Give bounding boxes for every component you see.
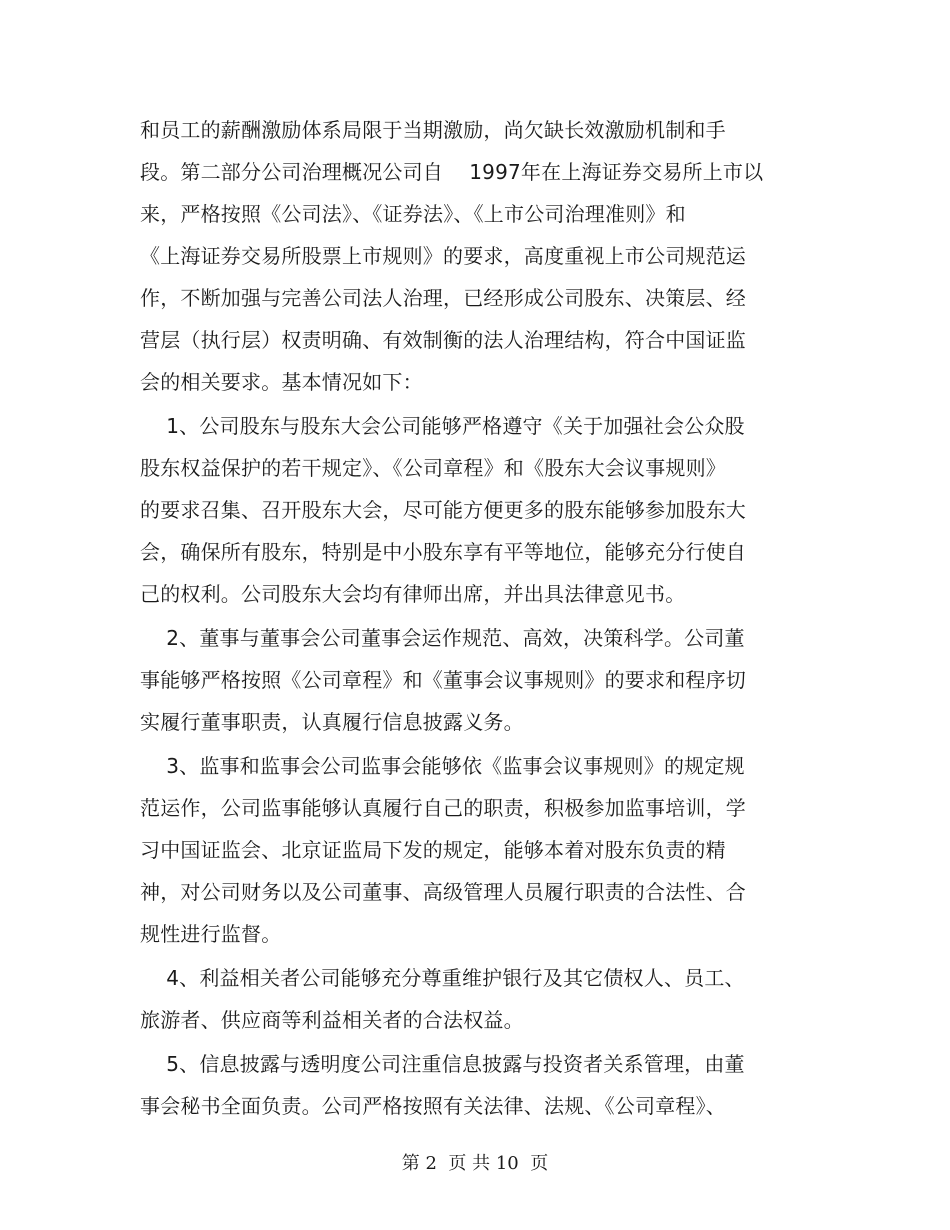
paragraph-3-line: 3、监事和监事会公司监事会能够依《监事会议事规则》的规定规: [140, 754, 745, 778]
body-text-line: 和员工的薪酬激励体系局限于当期激励，尚欠缺长效激励机制和手: [140, 118, 726, 142]
body-text-line: 营层（执行层）权责明确、有效制衡的法人治理结构，符合中国证监: [140, 328, 746, 352]
paragraph-2-line: 2、董事与董事会公司董事会运作规范、高效，决策科学。公司董: [140, 626, 745, 650]
body-text-line: 规性进行监督。: [140, 922, 282, 946]
body-text-line: 《上海证券交易所股票上市规则》的要求，高度重视上市公司规范运: [140, 244, 746, 268]
paragraph-4-line: 4、利益相关者公司能够充分尊重维护银行及其它债权人、员工、: [140, 966, 745, 990]
body-text-line: 股东权益保护的若干规定》、《公司章程》和《股东大会议事规则》: [140, 456, 726, 480]
body-text-line: 习中国证监会、北京证监局下发的规定，能够本着对股东负责的精: [140, 838, 726, 862]
body-text-line: 段。第二部分公司治理概况公司自 1997年在上海证券交易所上市以: [140, 160, 764, 184]
body-text-line: 会，确保所有股东，特别是中小股东享有平等地位，能够充分行使自: [140, 540, 746, 564]
paragraph-1-line: 1、公司股东与股东大会公司能够严格遵守《关于加强社会公众股: [140, 414, 745, 438]
body-text-line: 作，不断加强与完善公司法人治理，已经形成公司股东、决策层、经: [140, 286, 746, 310]
body-text-line: 范运作，公司监事能够认真履行自己的职责，积极参加监事培训，学: [140, 796, 746, 820]
body-text-line: 事能够严格按照《公司章程》和《董事会议事规则》的要求和程序切: [140, 668, 746, 692]
body-text-line: 实履行董事职责，认真履行信息披露义务。: [140, 710, 524, 734]
page-number-footer: 第 2 页 共 10 页: [401, 1153, 549, 1174]
body-text-line: 事会秘书全面负责。公司严格按照有关法律、法规、《公司章程》、: [140, 1094, 726, 1118]
body-text-line: 己的权利。公司股东大会均有律师出席，并出具法律意见书。: [140, 582, 686, 606]
paragraph-5-line: 5、信息披露与透明度公司注重信息披露与投资者关系管理，由董: [140, 1052, 745, 1076]
body-text-line: 会的相关要求。基本情况如下：: [140, 370, 423, 394]
body-text-line: 旅游者、供应商等利益相关者的合法权益。: [140, 1008, 524, 1032]
body-text-line: 来，严格按照《公司法》、《证券法》、《上市公司治理准则》和: [140, 202, 686, 226]
body-text-line: 的要求召集、召开股东大会，尽可能方便更多的股东能够参加股东大: [140, 498, 746, 522]
body-text-line: 神，对公司财务以及公司董事、高级管理人员履行职责的合法性、合: [140, 880, 746, 904]
